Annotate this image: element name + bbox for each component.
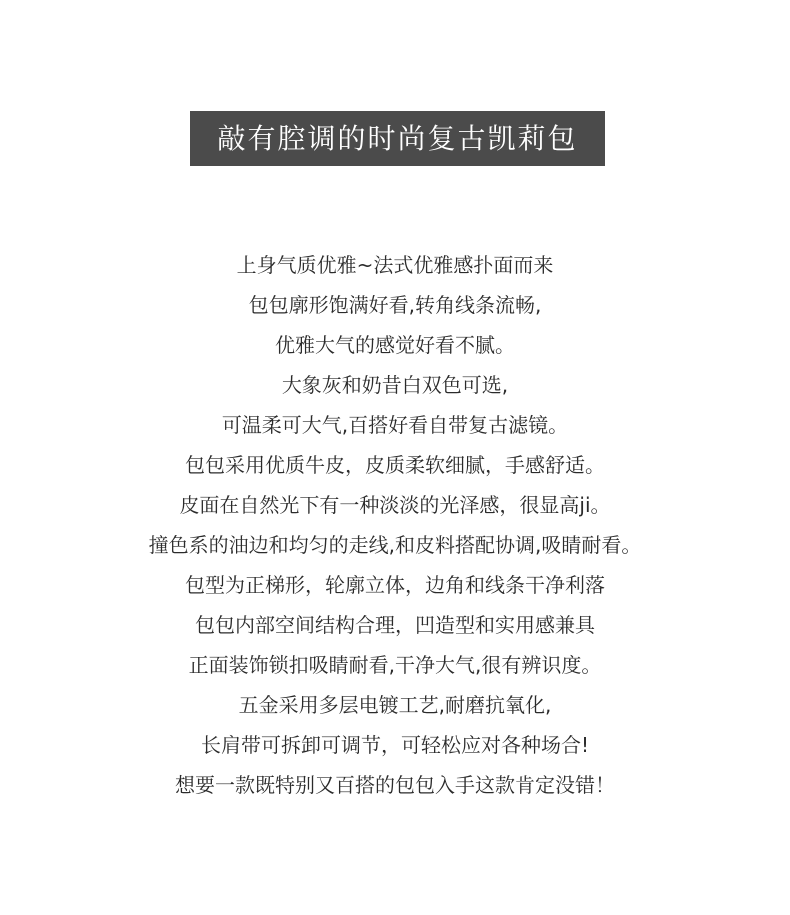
description-line: 正面装饰锁扣吸睛耐看,干净大气,很有辨识度。 (188, 653, 602, 677)
description-line: 优雅大气的感觉好看不腻。 (275, 333, 515, 357)
description-line: 长肩带可拆卸可调节，可轻松应对各种场合! (200, 733, 590, 757)
title-banner (190, 111, 605, 166)
description-line: 上身气质优雅~法式优雅感扑面而来 (236, 253, 554, 277)
description-line: 包包采用优质牛皮，皮质柔软细腻，手感舒适。 (185, 453, 605, 477)
page-title: 敲有腔调的时尚复古凯莉包 (217, 121, 578, 155)
description-line: 可温柔可大气,百搭好看自带复古滤镜。 (221, 413, 569, 437)
description-line: 皮面在自然光下有一种淡淡的光泽感，很显高ji。 (179, 493, 611, 517)
description-line: 五金采用多层电镀工艺,耐磨抗氧化, (238, 693, 552, 717)
description-line: 包型为正梯形，轮廓立体，边角和线条干净利落 (185, 573, 605, 597)
description-line: 包包廓形饱满好看,转角线条流畅, (248, 293, 542, 317)
description-line: 想要一款既特别又百搭的包包入手这款肯定没错！ (175, 773, 615, 797)
description-block (0, 245, 790, 805)
description-line: 撞色系的油边和均匀的走线,和皮料搭配协调,吸睛耐看。 (148, 533, 642, 557)
description-line: 大象灰和奶昔白双色可选, (281, 373, 509, 397)
description-line: 包包内部空间结构合理，凹造型和实用感兼具 (195, 613, 595, 637)
